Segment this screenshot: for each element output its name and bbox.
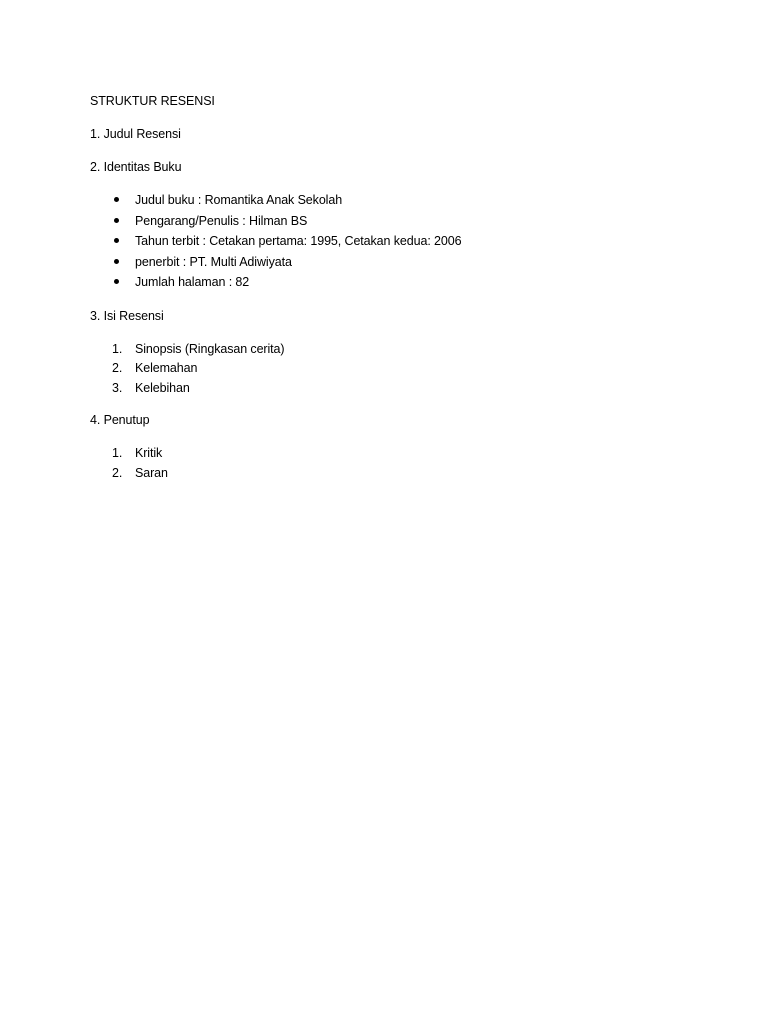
list-item bbox=[90, 252, 690, 273]
list-number: 1. bbox=[112, 446, 123, 460]
list-item-text: Sinopsis (Ringkasan cerita) bbox=[135, 341, 285, 356]
list-item-text: Kelemahan bbox=[135, 361, 198, 375]
list-item bbox=[90, 443, 690, 463]
list-item-text: Judul buku : Romantika Anak Sekolah bbox=[135, 193, 343, 207]
list-item-text: Saran bbox=[135, 465, 168, 480]
list-number: 2. bbox=[112, 465, 123, 480]
list-item bbox=[90, 339, 690, 359]
list-item bbox=[90, 463, 690, 483]
list-item bbox=[90, 211, 690, 232]
list-item-text: Pengarang/Penulis : Hilman BS bbox=[135, 213, 308, 228]
list-item-text: penerbit : PT. Multi Adiwiyata bbox=[135, 254, 292, 269]
list-item-text: Kelebihan bbox=[135, 380, 190, 395]
section-heading-isi-resensi: 3. Isi Resensi bbox=[90, 308, 164, 323]
list-number: 1. bbox=[112, 341, 123, 356]
bullet-icon bbox=[114, 279, 119, 284]
list-item-text: Tahun terbit : Cetakan pertama: 1995, Cetakan kedua: 2006 bbox=[135, 234, 462, 248]
document-body bbox=[90, 91, 690, 495]
list-item bbox=[90, 272, 690, 293]
list-item bbox=[90, 190, 690, 211]
bullet-icon bbox=[114, 197, 119, 202]
bullet-icon bbox=[114, 218, 119, 223]
bullet-icon bbox=[114, 259, 119, 264]
bullet-icon bbox=[114, 238, 119, 243]
list-item bbox=[90, 378, 690, 398]
list-item-text: Kritik bbox=[135, 446, 163, 460]
identitas-buku-list bbox=[90, 190, 690, 293]
section-heading-judul-resensi: 1. Judul Resensi bbox=[90, 127, 181, 141]
list-number: 3. bbox=[112, 380, 123, 395]
list-number: 2. bbox=[112, 361, 123, 375]
list-item bbox=[90, 231, 690, 252]
list-item-text: Jumlah halaman : 82 bbox=[135, 275, 250, 289]
section-heading-penutup: 4. Penutup bbox=[90, 413, 150, 427]
list-item bbox=[90, 358, 690, 378]
section-heading-identitas-buku: 2. Identitas Buku bbox=[90, 160, 182, 174]
document-title: STRUKTUR RESENSI bbox=[90, 94, 215, 108]
isi-resensi-list bbox=[90, 339, 690, 398]
penutup-list bbox=[90, 443, 690, 482]
